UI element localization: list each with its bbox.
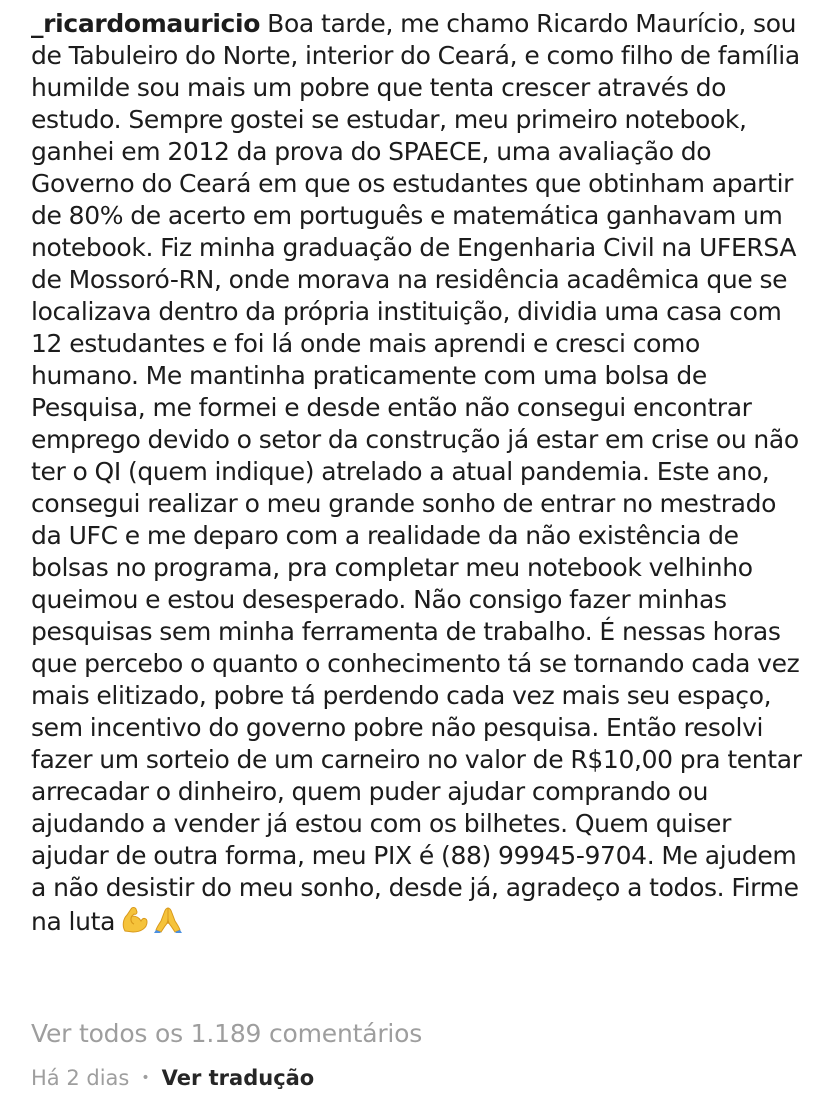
post-meta-row [31, 1064, 314, 1092]
folded-hands-icon [153, 904, 183, 934]
view-all-comments-link[interactable]: Ver todos os 1.189 comentários [31, 1019, 423, 1048]
see-translation-button[interactable]: Ver tradução [161, 1066, 315, 1090]
meta-separator: • [141, 1070, 150, 1086]
post-caption [31, 8, 803, 938]
post-timestamp: Há 2 dias [31, 1066, 130, 1090]
post-caption-block [31, 8, 803, 938]
caption-text: Boa tarde, me chamo Ricardo Maurício, sou de Tabuleiro do Norte, interior do Ceará, e como filho de família humilde sou mais um pobre que tenta crescer através do estudo. Sempre gostei se estudar, meu primeiro notebook, ganhei em 2012 da prova do SPAECE, uma avaliação do Governo do Ceará em que os estudantes que obtinham apartir de 80% de acerto em português e matemática ganhavam um notebook. Fiz minha graduação de Engenharia Civil na UFERSA de Mossoró-RN, onde morava na residência acadêmica que se localizava dentro da própria instituição, dividia uma casa com 12 estudantes e foi lá onde mais aprendi e cresci como humano. Me mantinha praticamente com uma bolsa de Pesquisa, me formei e desde então não consegui encontrar emprego devido o setor da construção já estar em crise ou não ter o QI (quem indique) atrelado a atual pandemia. Este ano, consegui realizar o meu grande sonho de entrar no mestrado da UFC e me deparo com a realidade da não existência de bolsas no programa, pra completar meu notebook velhinho queimou e estou desesperado. Não consigo fazer minhas pesquisas sem minha ferramenta de trabalho. É nessas horas que percebo o quanto o conhecimento tá se tornando cada vez mais elitizado, pobre tá perdendo cada vez mais seu espaço, sem incentivo do governo pobre não pesquisa. Então resolvi fazer um sorteio de um carneiro no valor de R$10,00 pra tentar arrecadar o dinheiro, quem puder ajudar comprando ou ajudando a vender já estou com os bilhetes. Quem quiser ajudar de outra forma, meu PIX é (88) 99945-9704. Me ajudem a não desistir do meu sonho, desde já, agradeço a todos. Firme na luta [31, 9, 802, 936]
flexed-biceps-icon [119, 904, 149, 934]
username-link[interactable]: _ricardomauricio [31, 9, 261, 38]
